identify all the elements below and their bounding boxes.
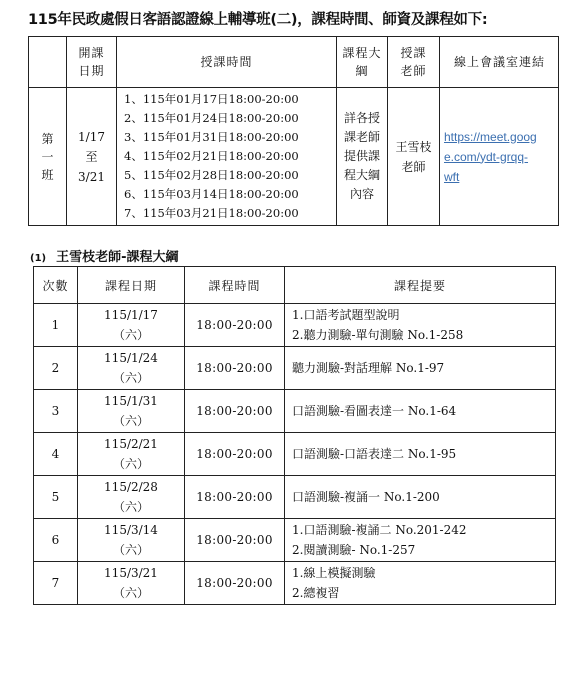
header-class-time: 授課時間	[117, 37, 337, 88]
section-heading	[30, 246, 179, 265]
header-course-date: 課程日期	[78, 267, 185, 304]
topic-item: 口語測驗-複誦一 No.1-200	[292, 490, 440, 504]
date-range: 1/17 至 3/21	[67, 88, 117, 226]
session-item: 4、115年02月21日18:00-20:00	[124, 149, 299, 163]
table-row	[34, 347, 556, 390]
course-time: 18:00-20:00	[185, 476, 285, 519]
topic-item: 2.聽力測驗-單句測驗 No.1-258	[292, 328, 464, 342]
syllabus-header-row	[34, 267, 556, 304]
topic-item: 1.口語測驗-複誦二 No.201-242	[292, 523, 467, 537]
course-topics	[285, 562, 556, 605]
session-number: 3	[34, 390, 78, 433]
header-course-topics: 課程提要	[285, 267, 556, 304]
course-topics	[285, 476, 556, 519]
course-topics	[285, 519, 556, 562]
course-time: 18:00-20:00	[185, 347, 285, 390]
topic-item: 2.總複習	[292, 586, 340, 600]
topic-item: 聽力測驗-對話理解 No.1-97	[292, 361, 445, 375]
meeting-link[interactable]: https://meet.goog e.com/ydt-grqq- wft	[440, 88, 559, 226]
header-session-no: 次數	[34, 267, 78, 304]
session-number: 7	[34, 562, 78, 605]
session-number: 2	[34, 347, 78, 390]
course-topics	[285, 304, 556, 347]
syllabus-body	[34, 304, 556, 605]
topic-item: 口語測驗-口語表達二 No.1-95	[292, 447, 457, 461]
session-number: 1	[34, 304, 78, 347]
course-topics	[285, 433, 556, 476]
course-time: 18:00-20:00	[185, 519, 285, 562]
course-date: 115/1/31 （六）	[78, 390, 185, 433]
course-time: 18:00-20:00	[185, 390, 285, 433]
header-start-date: 開課 日期	[67, 37, 117, 88]
course-date: 115/1/17 （六）	[78, 304, 185, 347]
session-number: 4	[34, 433, 78, 476]
table-row	[34, 433, 556, 476]
session-list	[117, 88, 337, 226]
session-item: 3、115年01月31日18:00-20:00	[124, 130, 299, 144]
topic-item: 2.閱讀測驗- No.1-257	[292, 543, 416, 557]
session-item: 5、115年02月28日18:00-20:00	[124, 168, 299, 182]
section-title: 王雪枝老師-課程大綱	[56, 250, 179, 265]
header-class	[29, 37, 67, 88]
session-number: 5	[34, 476, 78, 519]
topic-item: 1.線上模擬測驗	[292, 566, 376, 580]
course-time: 18:00-20:00	[185, 562, 285, 605]
course-topics	[285, 347, 556, 390]
topic-item: 口語測驗-看圖表達一 No.1-64	[292, 404, 457, 418]
syllabus-table	[33, 266, 556, 605]
table-row	[34, 562, 556, 605]
page-title: 115年民政處假日客語認證線上輔導班(二)，課程時間、師資及課程如下:	[28, 12, 488, 28]
schedule-table	[28, 36, 559, 226]
header-teacher: 授課 老師	[388, 37, 440, 88]
session-item: 2、115年01月24日18:00-20:00	[124, 111, 299, 125]
table-row	[34, 390, 556, 433]
teacher-name: 王雪枝 老師	[388, 88, 440, 226]
course-date: 115/3/21 （六）	[78, 562, 185, 605]
header-course-time: 課程時間	[185, 267, 285, 304]
session-number: 6	[34, 519, 78, 562]
class-name: 第 一 班	[29, 88, 67, 226]
course-time: 18:00-20:00	[185, 304, 285, 347]
course-date: 115/2/21 （六）	[78, 433, 185, 476]
course-topics	[285, 390, 556, 433]
header-syllabus: 課程大 綱	[337, 37, 388, 88]
session-item: 6、115年03月14日18:00-20:00	[124, 187, 299, 201]
schedule-header-row	[29, 37, 559, 88]
session-item: 1、115年01月17日18:00-20:00	[124, 92, 299, 106]
table-row	[34, 519, 556, 562]
table-row	[34, 304, 556, 347]
table-row	[34, 476, 556, 519]
course-date: 115/3/14 （六）	[78, 519, 185, 562]
course-time: 18:00-20:00	[185, 433, 285, 476]
course-date: 115/2/28 （六）	[78, 476, 185, 519]
header-meeting-link: 線上會議室連結	[440, 37, 559, 88]
topic-item: 1.口語考試題型說明	[292, 308, 400, 322]
course-date: 115/1/24 （六）	[78, 347, 185, 390]
section-number: (1)	[30, 253, 47, 264]
syllabus-note: 詳各授 課老師 提供課 程大綱 內容	[337, 88, 388, 226]
session-item: 7、115年03月21日18:00-20:00	[124, 206, 299, 220]
schedule-row	[29, 88, 559, 226]
